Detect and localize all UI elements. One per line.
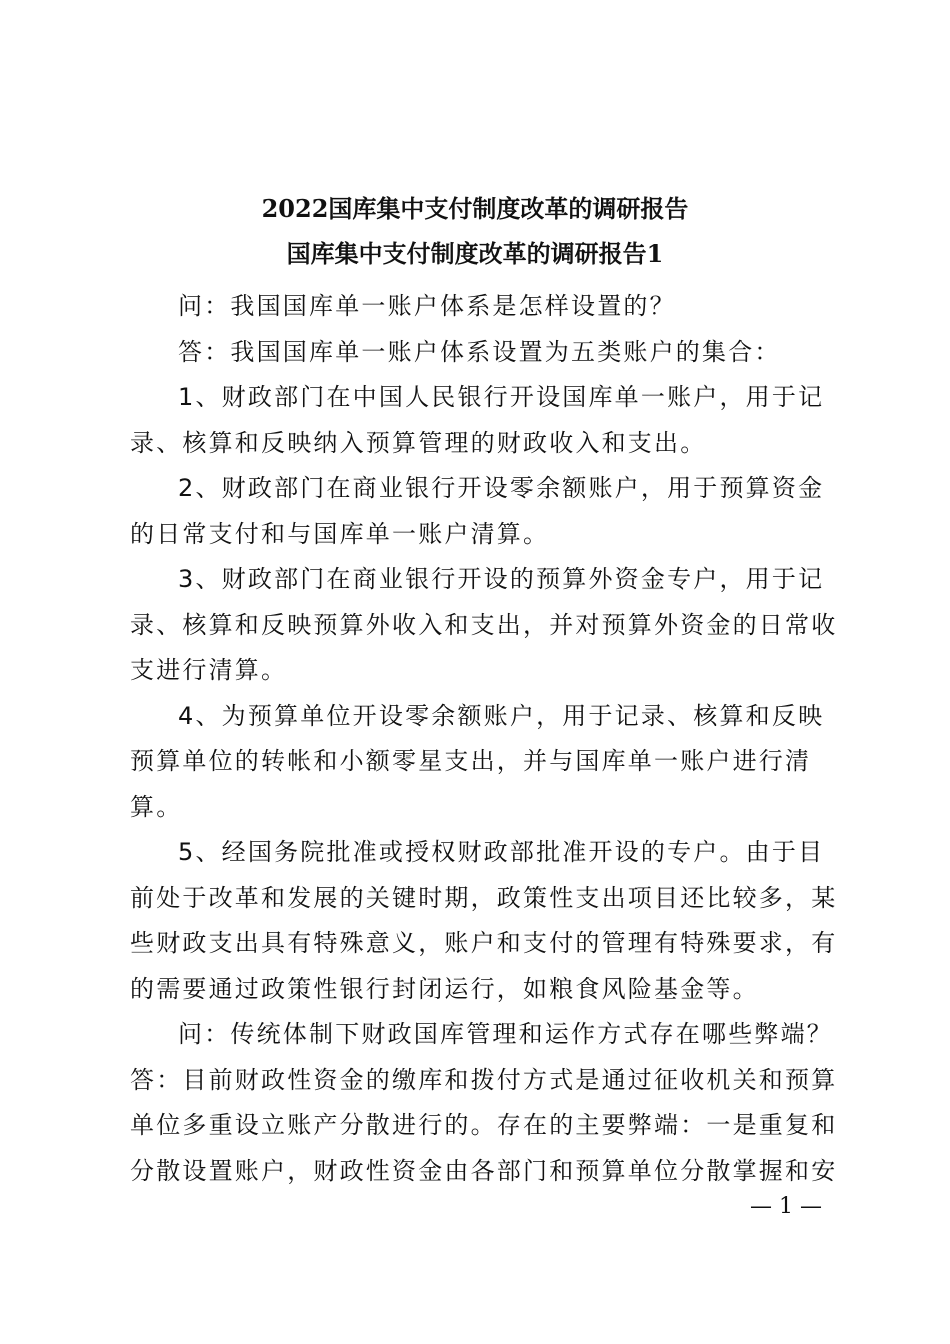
paragraph-item-3: 3、财政部门在商业银行开设的预算外资金专户，用于记录、核算和反映预算外收入和支出，并对预算外资金的日常收支进行清算。 bbox=[130, 565, 838, 684]
paragraph-question-1: 问：我国国库单一账户体系是怎样设置的？ bbox=[178, 292, 676, 320]
page-number: — 1 — bbox=[750, 1194, 822, 1219]
paragraph-answer-2: 答：目前财政性资金的缴库和拨付方式是通过征收机关和预算单位多重设立账产分散进行的。存在的主要弊端：一是重复和分散设置账户，财政性资金由各部门和预算单位分散掌握和安 bbox=[130, 1065, 838, 1185]
paragraph-item-4: 4、为预算单位开设零余额账户，用于记录、核算和反映预算单位的转帐和小额零星支出，并与国库单一账户进行清算。 bbox=[130, 701, 825, 821]
paragraph-item-1: 1、财政部门在中国人民银行开设国库单一账户，用于记录、核算和反映纳入预算管理的财政收入和支出。 bbox=[130, 383, 825, 457]
paragraph-item-5: 5、经国务院批准或授权财政部批准开设的专户。由于目前处于改革和发展的关键时期，政策性支出项目还比较多，某些财政支出具有特殊意义，账户和支付的管理有特殊要求，有的需要通过政策性银行封闭运行，如粮食风险基金等。 bbox=[130, 838, 838, 1003]
paragraph-question-2: 问：传统体制下财政国库管理和运作方式存在哪些弊端？ bbox=[178, 1020, 833, 1048]
paragraph-answer-1: 答：我国国库单一账户体系设置为五类账户的集合： bbox=[178, 337, 781, 366]
paragraph-item-2: 2、财政部门在商业银行开设零余额账户，用于预算资金的日常支付和与国库单一账户清算。 bbox=[130, 474, 825, 548]
document-title: 2022国库集中支付制度改革的调研报告 bbox=[261, 194, 689, 223]
document-body bbox=[130, 284, 840, 1194]
document-subtitle: 国库集中支付制度改革的调研报告1 bbox=[286, 239, 664, 268]
